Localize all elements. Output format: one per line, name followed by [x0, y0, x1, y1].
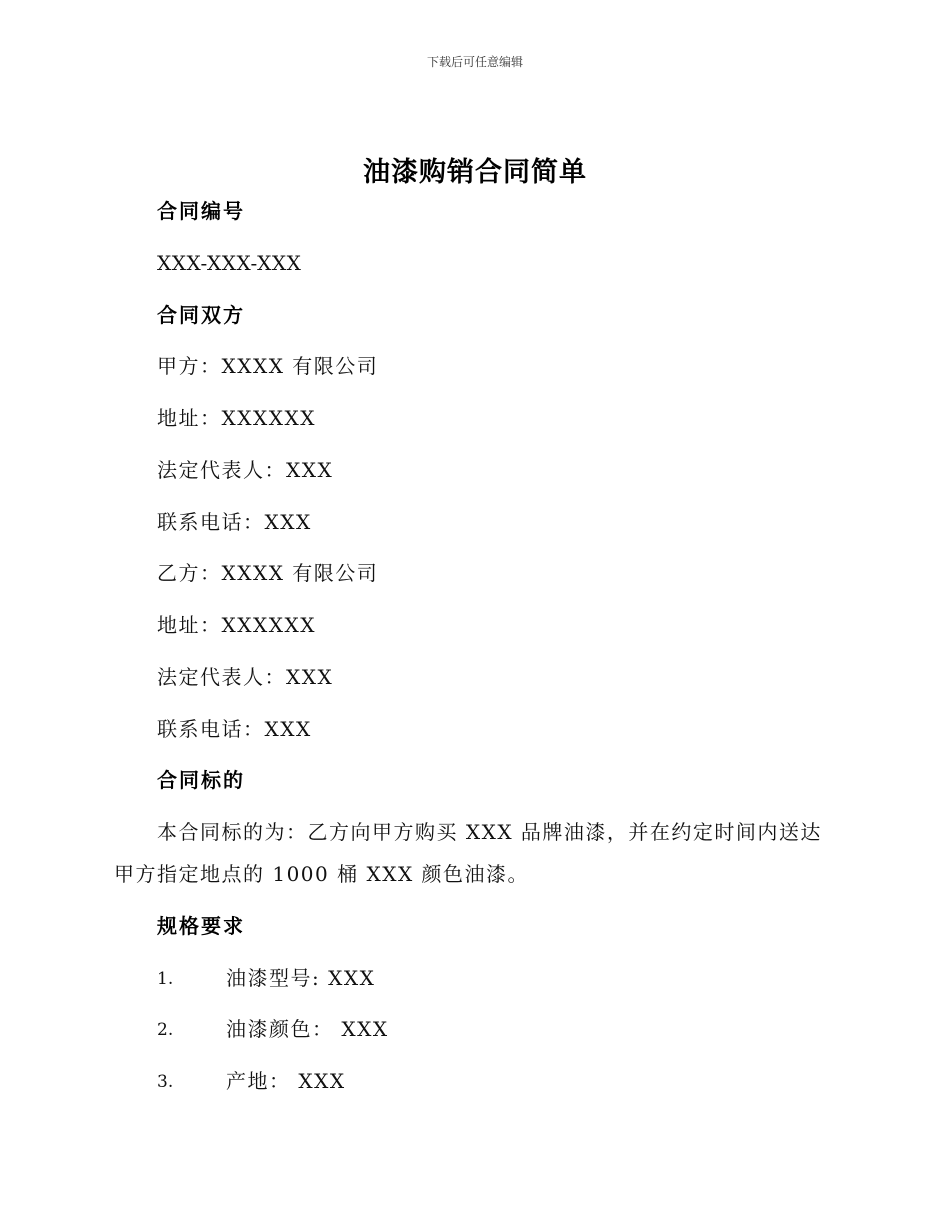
document-title: 油漆购销合同简单 [363, 157, 587, 188]
spec-item-text: 产地： XXX [226, 1069, 346, 1093]
spec-item-text: 油漆颜色： XXX [226, 1017, 389, 1041]
header-note: 下载后可任意编辑 [426, 55, 523, 69]
party-b-representative: 法定代表人：XXX [157, 665, 334, 689]
section-heading-parties: 合同双方 [157, 303, 245, 327]
party-a-name: 甲方：XXXX 有限公司 [157, 354, 379, 378]
party-b-phone: 联系电话：XXX [157, 717, 312, 741]
spec-item-number: 3. [157, 1072, 174, 1092]
subject-paragraph-line-1: 本合同标的为：乙方向甲方购买 XXX 品牌油漆，并在约定时间内送达 [157, 820, 822, 844]
section-heading-specs: 规格要求 [157, 914, 245, 938]
section-heading-subject: 合同标的 [157, 768, 245, 792]
party-a-representative: 法定代表人：XXX [157, 458, 334, 482]
contract-number-value: XXX-XXX-XXX [157, 251, 302, 275]
spec-item-number: 2. [157, 1020, 174, 1040]
spec-item-number: 1. [157, 969, 174, 989]
section-heading-contract-number: 合同编号 [157, 199, 245, 223]
spec-item-text: 油漆型号: XXX [226, 966, 376, 990]
party-a-phone: 联系电话：XXX [157, 510, 312, 534]
party-b-address: 地址：XXXXXX [157, 613, 316, 637]
subject-paragraph-line-2: 甲方指定地点的 1000 桶 XXX 颜色油漆。 [114, 862, 530, 886]
party-a-address: 地址：XXXXXX [157, 406, 316, 430]
party-b-name: 乙方：XXXX 有限公司 [157, 561, 379, 585]
